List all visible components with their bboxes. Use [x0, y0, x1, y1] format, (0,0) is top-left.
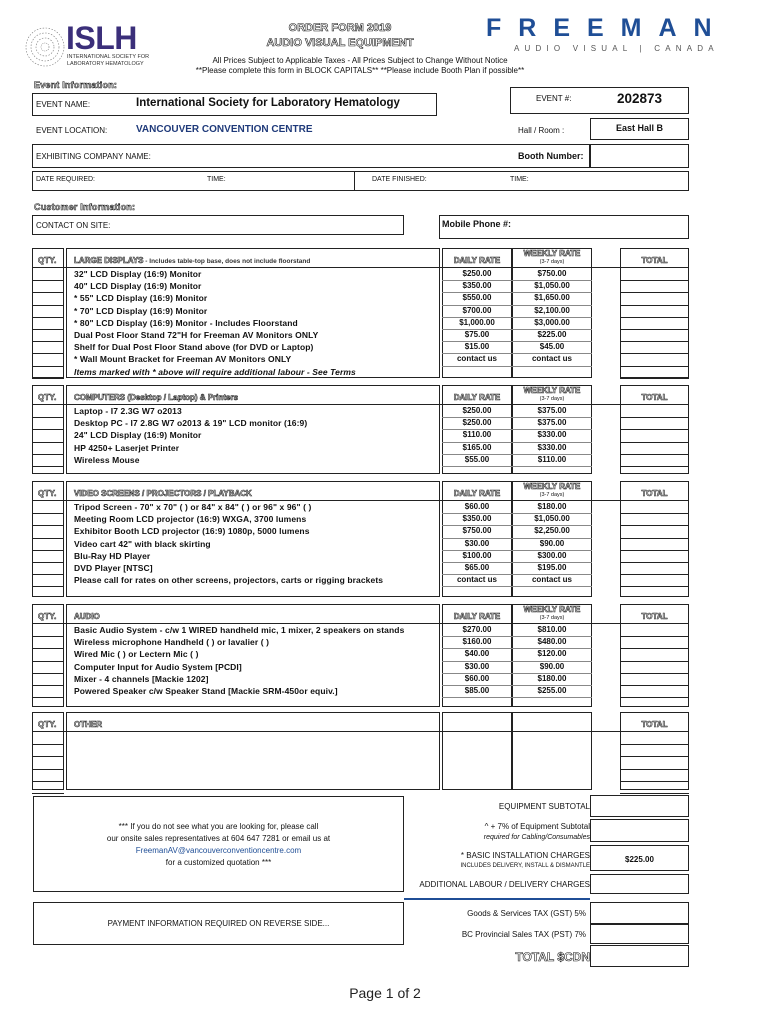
qty-header: QTY. — [38, 612, 57, 621]
weekly-rate-subheader: (3-7 days) — [539, 615, 565, 621]
item-weekly-rate: $2,250.00 — [534, 526, 570, 536]
qty-cell-line — [32, 574, 64, 575]
item-daily-rate: $30.00 — [464, 538, 490, 548]
item-weekly-rate: $480.00 — [537, 637, 567, 647]
total-cell-line — [620, 550, 689, 551]
item-daily-rate: $250.00 — [462, 269, 492, 278]
total-cell-line — [620, 378, 689, 379]
description-column — [66, 712, 440, 790]
freeman-wordmark: FREEMAN — [486, 14, 729, 42]
item-daily-rate: contact us — [456, 354, 497, 364]
section-title-main: OTHER — [74, 720, 102, 729]
qty-cell-line — [32, 513, 64, 514]
qty-cell-line — [32, 466, 64, 467]
qty-cell-line — [32, 636, 64, 637]
total-cell-line — [620, 636, 689, 637]
item-name: 40" LCD Display (16:9) Monitor — [74, 281, 202, 292]
price-row-line — [442, 697, 592, 698]
qty-header: QTY. — [38, 256, 57, 265]
total-header: TOTAL — [641, 612, 668, 621]
item-daily-rate: contact us — [456, 575, 497, 585]
item-name: 32" LCD Display (16:9) Monitor — [74, 269, 202, 279]
total-cell-line — [620, 442, 689, 443]
qty-cell-line — [32, 366, 64, 367]
qty-cell-line — [32, 454, 64, 455]
labour-label: ADDITIONAL LABOUR / DELIVERY CHARGES — [419, 880, 590, 889]
event-section-label: Event Information: — [34, 80, 118, 90]
qty-cell-line — [32, 417, 64, 418]
daily-rate-header: DAILY RATE — [453, 256, 501, 265]
payment-text: PAYMENT INFORMATION REQUIRED ON REVERSE SIDE... — [107, 919, 330, 928]
item-weekly-rate: $750.00 — [537, 269, 567, 278]
item-daily-rate: $30.00 — [464, 661, 490, 671]
item-daily-rate: $1,000.00 — [459, 317, 495, 327]
daily-rate-header: DAILY RATE — [453, 489, 501, 498]
pst-label: BC Provincial Sales TAX (PST) 7% — [461, 930, 586, 939]
item-name: * 70" LCD Display (16:9) Monitor — [74, 305, 208, 316]
total-cell-line — [620, 429, 689, 430]
qty-column[interactable] — [32, 481, 64, 597]
item-name: 24" LCD Display (16:9) Monitor — [74, 430, 202, 441]
section-title — [74, 489, 252, 498]
subtotal-box[interactable] — [590, 795, 689, 817]
weekly-rate-subheader: (3-7 days) — [539, 492, 565, 498]
item-name: Meeting Room LCD projector (16:9) WXGA, 3700 lumens — [74, 514, 307, 525]
section-title-main: VIDEO SCREENS / PROJECTORS / PLAYBACK — [74, 489, 252, 498]
qty-cell-line — [32, 292, 64, 293]
qty-cell-line — [32, 769, 64, 770]
install-value: $225.00 — [625, 855, 654, 864]
total-cell-line — [620, 586, 689, 587]
qty-cell-line — [32, 697, 64, 698]
item-weekly-rate: $180.00 — [537, 502, 567, 511]
qty-cell-line — [32, 756, 64, 757]
cabling-sub: required for Cabling/Consumables — [483, 834, 590, 841]
total-cell-line — [620, 562, 689, 563]
cabling-box[interactable] — [590, 819, 689, 842]
total-label: TOTAL $CDN — [515, 950, 590, 964]
item-name: Please call for rates on other screens, projectors, carts or rigging brackets — [74, 575, 384, 586]
qty-cell-line — [32, 648, 64, 649]
total-cell-line — [620, 685, 689, 686]
price-row-line — [442, 366, 592, 367]
weekly-rate-header: WEEKLY RATE — [523, 605, 581, 614]
total-cell-line — [620, 341, 689, 342]
header-divider — [32, 731, 689, 732]
total-cell-line — [620, 793, 689, 794]
gst-box[interactable] — [590, 902, 689, 924]
qty-cell-line — [32, 341, 64, 342]
total-cell-line — [620, 513, 689, 514]
contact-email-link[interactable]: FreemanAV@vancouverconventioncentre.com — [135, 846, 302, 855]
hall-value: East Hall B — [615, 123, 664, 133]
qty-cell-line — [32, 329, 64, 330]
qty-header: QTY. — [38, 393, 57, 402]
date-finished-label: DATE FINISHED: — [372, 176, 427, 183]
item-daily-rate: $110.00 — [462, 430, 492, 440]
total-cell-line — [620, 673, 689, 674]
qty-cell-line — [32, 562, 64, 563]
capitals-notice: **Please complete this form in BLOCK CAPITALS** **Please include Booth Plan if possible** — [195, 66, 525, 75]
item-name: Video cart 42" with black skirting — [74, 538, 211, 549]
item-name: Dual Post Floor Stand 72"H for Freeman AV Monitors ONLY — [74, 330, 319, 340]
item-daily-rate: $60.00 — [464, 673, 490, 683]
subtotal-label: EQUIPMENT SUBTOTAL — [498, 802, 590, 811]
qty-header: QTY. — [38, 720, 57, 729]
contact-info-box — [33, 796, 404, 892]
daily-column — [442, 712, 512, 790]
price-row-line — [442, 466, 592, 467]
item-daily-rate: $100.00 — [462, 550, 492, 560]
contact-text-4: for a customized quotation *** — [165, 858, 272, 867]
total-cell-line — [620, 329, 689, 330]
section-title-main: COMPUTERS (Desktop / Laptop) & Printers — [74, 393, 239, 402]
weekly-rate-header: WEEKLY RATE — [523, 482, 581, 491]
item-name: Wired Mic ( ) or Lectern Mic ( ) — [74, 649, 199, 660]
total-cell-line — [620, 661, 689, 662]
islh-full-name-1: INTERNATIONAL SOCIETY FOR — [67, 54, 150, 60]
event-name-value: International Society for Laboratory Hematology — [136, 97, 400, 109]
item-weekly-rate: $255.00 — [537, 686, 567, 695]
item-daily-rate: $160.00 — [462, 637, 492, 647]
item-name: Items marked with * above will require additional labour - See Terms — [74, 366, 356, 377]
daily-rate-header: DAILY RATE — [453, 393, 501, 402]
qty-cell-line — [32, 586, 64, 587]
company-label: EXHIBITING COMPANY NAME: — [36, 152, 151, 161]
total-cell-line — [620, 280, 689, 281]
item-name: Shelf for Dual Post Floor Stand above (for DVD or Laptop) — [74, 342, 314, 353]
contact-text-2: our onsite sales representatives at 604 647 7281 or email us at — [106, 834, 331, 843]
item-name: Wireless Mouse — [74, 454, 140, 465]
item-daily-rate: $65.00 — [464, 563, 490, 572]
event-name-label: EVENT NAME: — [36, 100, 91, 109]
item-weekly-rate: $120.00 — [537, 649, 567, 659]
total-cell-line — [620, 525, 689, 526]
form-title: ORDER FORM 2019 — [288, 22, 392, 34]
qty-cell-line — [32, 538, 64, 539]
item-daily-rate: $60.00 — [464, 502, 490, 511]
item-name: Powered Speaker c/w Speaker Stand [Mackie SRM-450or equiv.] — [74, 686, 338, 696]
total-cell-line — [620, 466, 689, 467]
item-name: Wireless microphone Handheld ( ) or lavalier ( ) — [74, 637, 270, 648]
total-column[interactable] — [620, 481, 689, 597]
event-number-value: 202873 — [617, 91, 663, 106]
item-name: DVD Player [NTSC] — [74, 563, 153, 573]
item-name: Blu-Ray HD Player — [74, 550, 151, 561]
contact-label: CONTACT ON SITE: — [36, 221, 111, 230]
customer-section-label: Customer Information: — [34, 202, 136, 212]
item-weekly-rate: $1,050.00 — [534, 281, 570, 291]
qty-cell-line — [32, 525, 64, 526]
qty-cell-line — [32, 793, 64, 794]
item-weekly-rate: $90.00 — [539, 538, 565, 548]
qty-cell-line — [32, 781, 64, 782]
item-weekly-rate: $3,000.00 — [534, 317, 570, 327]
total-cell-line — [620, 574, 689, 575]
section-title — [74, 612, 100, 621]
cabling-label: ^ + 7% of Equipment Subtotal — [484, 822, 590, 831]
page-number: Page 1 of 2 — [349, 985, 421, 1001]
item-weekly-rate: $1,050.00 — [534, 514, 570, 524]
item-daily-rate: $550.00 — [462, 293, 492, 303]
item-daily-rate: $270.00 — [462, 625, 492, 634]
weekly-rate-subheader: (3-7 days) — [539, 396, 565, 402]
total-cell-line — [620, 781, 689, 782]
item-weekly-rate: $45.00 — [539, 342, 565, 352]
item-daily-rate: $75.00 — [464, 330, 490, 339]
total-cell-line — [620, 417, 689, 418]
item-name: HP 4250+ Laserjet Printer — [74, 442, 180, 453]
time-end-label: TIME: — [510, 176, 529, 183]
freeman-subtitle: AUDIO VISUAL | CANADA — [514, 44, 719, 53]
weekly-rate-subheader: (3-7 days) — [539, 259, 565, 265]
install-sub: INCLUDES DELIVERY, INSTALL & DISMANTLE — [460, 863, 590, 869]
item-daily-rate: $85.00 — [464, 686, 490, 695]
qty-cell-line — [32, 280, 64, 281]
item-weekly-rate: $330.00 — [537, 430, 567, 440]
item-weekly-rate: $225.00 — [537, 330, 567, 339]
item-name: Tripod Screen - 70" x 70" ( ) or 84" x 84" ( ) or 96" x 96" ( ) — [74, 502, 312, 512]
item-weekly-rate: $2,100.00 — [534, 305, 570, 315]
contact-text-1: *** If you do not see what you are looking for, please call — [118, 822, 319, 831]
total-cell-line — [620, 538, 689, 539]
gst-label: Goods & Services TAX (GST) 5% — [467, 909, 586, 918]
total-cell-line — [620, 353, 689, 354]
item-name: Mixer - 4 channels [Mackie 1202] — [74, 673, 209, 684]
islh-full-name-2: LABORATORY HEMATOLOGY — [67, 61, 144, 67]
item-weekly-rate: $195.00 — [537, 563, 567, 572]
item-name: Basic Audio System - c/w 1 WIRED handheld mic, 1 mixer, 2 speakers on stands — [74, 625, 405, 635]
qty-cell-line — [32, 744, 64, 745]
qty-cell-line — [32, 550, 64, 551]
qty-cell-line — [32, 317, 64, 318]
total-cell-line — [620, 454, 689, 455]
total-header: TOTAL — [641, 256, 668, 265]
section-title-main: AUDIO — [74, 612, 100, 621]
section-title-main: LARGE DISPLAYS — [74, 256, 144, 265]
total-cell-line — [620, 697, 689, 698]
islh-wordmark: ISLH — [66, 20, 137, 56]
item-name: Exhibitor Booth LCD projector (16:9) 1080p, 5000 lumens — [74, 526, 310, 537]
item-daily-rate: $250.00 — [462, 406, 492, 415]
total-cell-line — [620, 756, 689, 757]
daily-rate-header: DAILY RATE — [453, 612, 501, 621]
dates-box[interactable] — [32, 171, 689, 191]
islh-globe-icon — [24, 24, 66, 70]
total-cell-line — [620, 744, 689, 745]
total-cell-line — [620, 769, 689, 770]
item-weekly-rate: $90.00 — [539, 661, 565, 671]
event-number-label: EVENT #: — [536, 94, 572, 103]
qty-cell-line — [32, 378, 64, 379]
item-daily-rate: $15.00 — [464, 342, 490, 352]
total-cell-line — [620, 366, 689, 367]
section-title — [74, 720, 102, 729]
item-daily-rate: $700.00 — [462, 305, 492, 315]
section-title — [74, 393, 238, 402]
item-weekly-rate: $300.00 — [537, 550, 567, 560]
item-daily-rate: $350.00 — [462, 281, 492, 291]
qty-cell-line — [32, 429, 64, 430]
form-subtitle: AUDIO VISUAL EQUIPMENT — [266, 37, 414, 49]
item-daily-rate: $40.00 — [464, 649, 490, 659]
qty-cell-line — [32, 673, 64, 674]
total-cell-line — [620, 317, 689, 318]
item-name: Laptop - I7 2.3G W7 o2013 — [74, 406, 182, 416]
item-name: * Wall Mount Bracket for Freeman AV Monitors ONLY — [74, 354, 292, 365]
total-header: TOTAL — [641, 393, 668, 402]
qty-cell-line — [32, 442, 64, 443]
qty-cell-line — [32, 353, 64, 354]
qty-cell-line — [32, 685, 64, 686]
section-title — [74, 256, 310, 265]
section-title-note: - Includes table-top base, does not include floorstand — [143, 258, 311, 265]
price-row-line — [442, 586, 592, 587]
item-name: * 55" LCD Display (16:9) Monitor — [74, 293, 208, 304]
item-weekly-rate: contact us — [531, 575, 572, 585]
item-daily-rate: $750.00 — [462, 526, 492, 536]
item-weekly-rate: contact us — [531, 354, 572, 364]
item-weekly-rate: $180.00 — [537, 673, 567, 683]
item-daily-rate: $55.00 — [464, 454, 490, 464]
blue-divider — [404, 898, 590, 900]
total-cell-line — [620, 292, 689, 293]
weekly-column — [512, 712, 592, 790]
mobile-label: Mobile Phone #: — [442, 219, 512, 229]
tax-notice: All Prices Subject to Applicable Taxes - All Prices Subject to Change Without Notice — [212, 56, 508, 65]
item-weekly-rate: $330.00 — [537, 442, 567, 452]
event-location-value: VANCOUVER CONVENTION CENTRE — [136, 124, 313, 135]
qty-cell-line — [32, 305, 64, 306]
total-header: TOTAL — [641, 489, 668, 498]
total-box[interactable] — [590, 945, 689, 967]
item-name: Desktop PC - I7 2.8G W7 o2013 & 19" LCD monitor (16:9) — [74, 418, 308, 429]
labour-box[interactable] — [590, 874, 689, 894]
item-daily-rate: $165.00 — [462, 442, 492, 452]
item-weekly-rate: $810.00 — [537, 625, 567, 634]
weekly-rate-header: WEEKLY RATE — [523, 249, 581, 258]
qty-cell-line — [32, 661, 64, 662]
total-cell-line — [620, 648, 689, 649]
time-start-label: TIME: — [207, 176, 226, 183]
date-required-label: DATE REQUIRED: — [36, 176, 95, 183]
install-label: * BASIC INSTALLATION CHARGES — [460, 851, 590, 860]
pst-box[interactable] — [590, 924, 689, 944]
event-location-label: EVENT LOCATION: — [36, 126, 108, 135]
total-header: TOTAL — [641, 720, 668, 729]
booth-label: Booth Number: — [518, 151, 584, 161]
item-weekly-rate: $375.00 — [537, 406, 567, 415]
item-daily-rate: $250.00 — [462, 418, 492, 428]
item-weekly-rate: $375.00 — [537, 418, 567, 428]
qty-header: QTY. — [38, 489, 57, 498]
item-name: * 80" LCD Display (16:9) Monitor - Includes Floorstand — [74, 317, 298, 328]
item-name: Computer Input for Audio System [PCDI] — [74, 661, 242, 672]
hall-label: Hall / Room : — [518, 126, 565, 135]
booth-box[interactable] — [590, 144, 689, 168]
total-cell-line — [620, 305, 689, 306]
weekly-rate-header: WEEKLY RATE — [523, 386, 581, 395]
item-weekly-rate: $110.00 — [537, 454, 567, 464]
item-weekly-rate: $1,650.00 — [534, 293, 570, 303]
item-daily-rate: $350.00 — [462, 514, 492, 524]
